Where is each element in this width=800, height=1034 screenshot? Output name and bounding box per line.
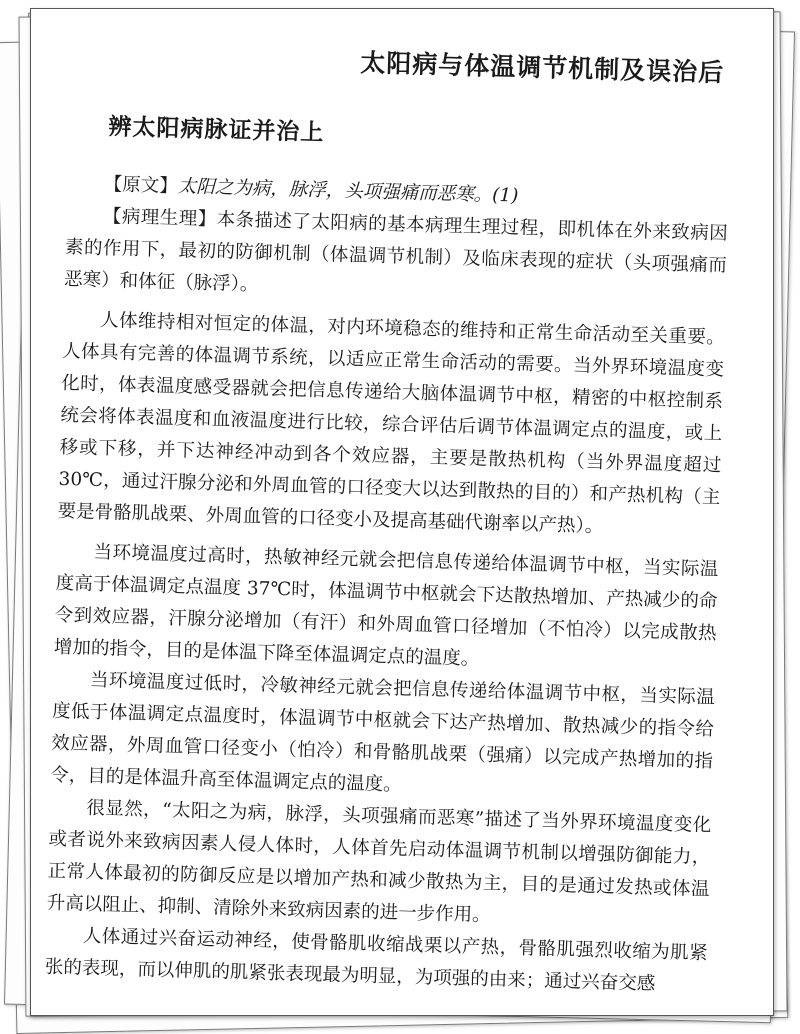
pathophysiology-paragraph [64, 200, 728, 314]
body-paragraph: 人体维持相对恒定的体温，对内环境稳态的维持和正常生命活动至关重要。人体具有完善的体温调节系统，以适应正常生命活动的需要。当外界环境温度变化时，体表温度感受器就会把信息传递给大脑体温调节中枢，精密的中枢控制系统会将体表温度和血液温度进行比较，综合评估后调节体温调定点的温度，或上移或下移，并下达神经冲动到各个效应器，主要是散热机构（当外界温度超过 30℃，通过汗腺分泌和外周血管的口径变大以达到散热的目的）和产热机构（主要是骨骼肌战栗、外周血管的口径变小及提高基础代谢率以产热）。 [57, 309, 726, 538]
document-title: 太阳病与体温调节机制及误治后 [359, 48, 725, 88]
body-paragraph: 很显然，“太阳之为病，脉浮，头项强痛而恶寒”描述了当外界环境温度变化或者说外来致病因素人侵人体时，人体首先启动体温调节机制以增强防御能力，正常人体最初的防御反应是以增加产热和减少散热为主，目的是通过发热或体温升高以阻止、抑制、清除外来致病因素的进一步作用。 [46, 797, 712, 927]
original-text: 太阳之为病，脉浮，头项强痛而恶寒。(1) [177, 176, 519, 207]
front-page [30, 8, 774, 1016]
body-paragraph: 人体通过兴奋运动神经，使骨骼肌收缩战栗以产热，骨骼肌强烈收缩为肌紧张的表现，而以伸肌的肌紧张表现最为明显，为项强的由来；通过兴奋交感 [44, 925, 708, 995]
original-label: 【原文】 [103, 173, 179, 198]
page-content [45, 35, 733, 1002]
body-paragraph: 当环境温度过低时，冷敏神经元就会把信息传递给体温调节中枢，当实际温度低于体温调定点温度时，体温调节中枢就会下达产热增加、散热减少的指令给效应器，外周血管口径变小（怕冷）和骨骼肌战栗（强痛）以完成产热增加的指令，目的是体温升高至体温调定点的温度。 [50, 669, 716, 796]
section-title: 辨太阳病脉证并治上 [108, 114, 325, 147]
pathophysiology-label: 【病理生理】 [102, 205, 217, 231]
paragraph-text: 本条描述了太阳病的基本病理生理过程，即机体在外来致病因素的作用下，最初的防御机制（体温调节机制）及临床表现的症状（头项强痛而恶寒）和体征（脉浮）。 [63, 209, 728, 296]
body-paragraph: 当环境温度过高时，热敏神经元就会把信息传递给体温调节中枢，当实际温度高于体温调定点温度 37℃时，体温调节中枢就会下达散热增加、产热减少的命令到效应器，汗腺分泌增加（有汗）和外周血管口径增加（不怕冷）以完成散热增加的指令，目的是体温下降至体温调定点的温度。 [53, 541, 719, 670]
